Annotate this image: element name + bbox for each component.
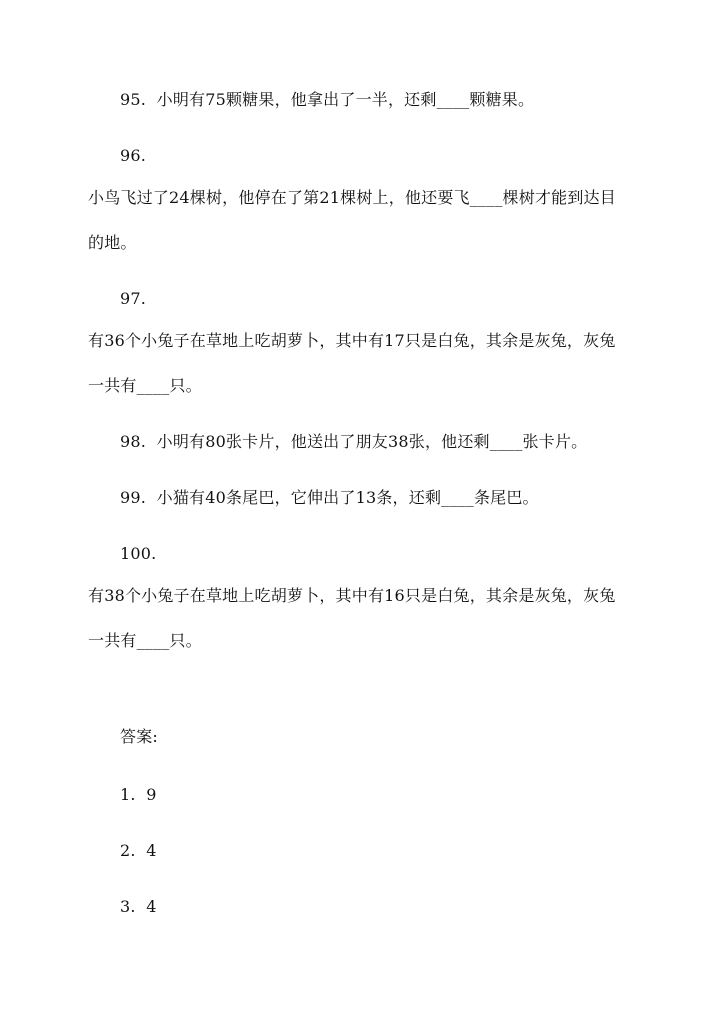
answers-heading: 答案:	[120, 727, 158, 746]
answer-value: 4	[146, 841, 157, 860]
question-100-number: 100.	[120, 544, 157, 563]
question-100-line-2: 一共有____只。	[88, 631, 202, 650]
answer-number: 3.	[120, 897, 136, 916]
answer-value: 4	[146, 897, 157, 916]
question-number: 99.	[120, 488, 147, 507]
question-96-line-2: 的地。	[88, 233, 137, 252]
question-text: 小明有80张卡片，他送出了朋友38张，他还剩____张卡片。	[156, 432, 588, 451]
question-number: 95.	[120, 90, 147, 109]
question-number: 98.	[120, 432, 147, 451]
question-text: 小明有75颗糖果，他拿出了一半，还剩____颗糖果。	[156, 90, 535, 109]
question-97-number: 97.	[120, 289, 147, 308]
answer-number: 2.	[120, 841, 136, 860]
question-100-line-1: 有38个小兔子在草地上吃胡萝卜，其中有16只是白兔，其余是灰兔，灰兔	[88, 586, 616, 605]
question-text: 小猫有40条尾巴，它伸出了13条，还剩____条尾巴。	[156, 488, 539, 507]
question-97-line-2: 一共有____只。	[88, 376, 202, 395]
answer-number: 1.	[120, 785, 136, 804]
answer-item-3	[120, 897, 157, 917]
question-97-line-1: 有36个小兔子在草地上吃胡萝卜，其中有17只是白兔，其余是灰兔，灰兔	[88, 331, 616, 350]
question-96-line-1: 小鸟飞过了24棵树，他停在了第21棵树上，他还要飞____棵树才能到达目	[88, 188, 616, 207]
answer-value: 9	[146, 785, 157, 804]
answer-item-2	[120, 841, 157, 861]
question-95	[120, 90, 534, 110]
question-99	[120, 488, 539, 508]
question-98	[120, 432, 587, 452]
answer-item-1	[120, 785, 157, 805]
question-96-number: 96.	[120, 146, 147, 165]
